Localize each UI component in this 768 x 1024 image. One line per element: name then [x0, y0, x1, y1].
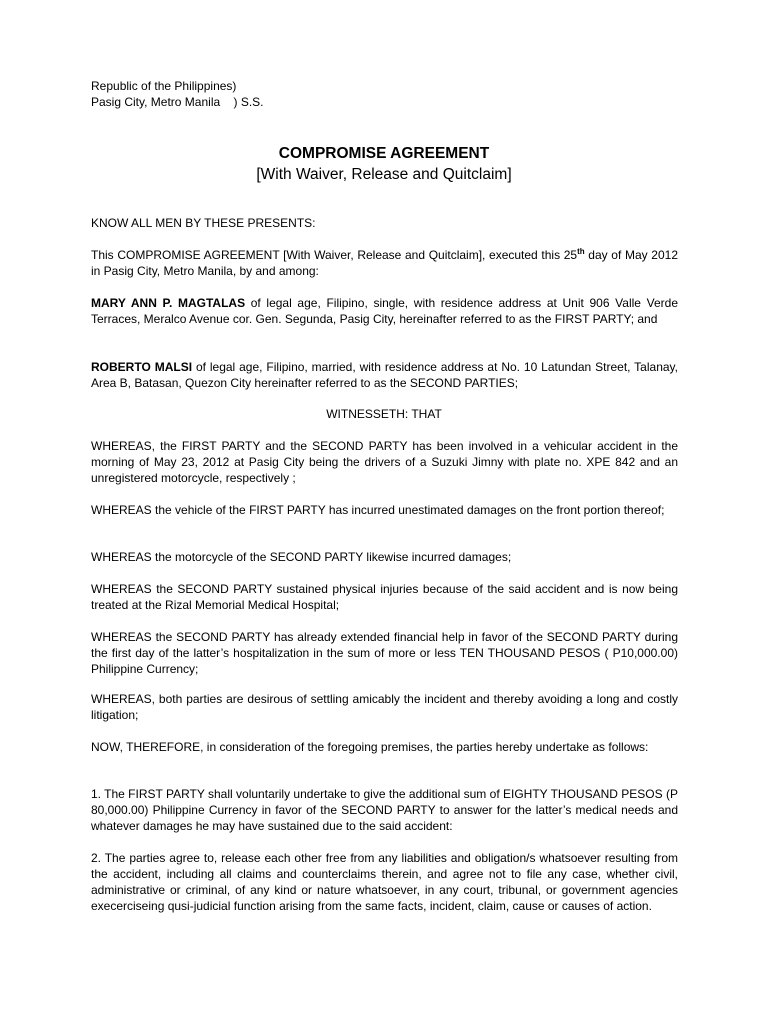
- document-title: COMPROMISE AGREEMENT: [278, 145, 490, 162]
- whereas-paragraph: WHEREAS the SECOND PARTY sustained physical injuries because of the said accident and is now being treated at the Rizal Memorial Medical Hospital;: [91, 582, 678, 612]
- first-party-text: of legal age, Filipino, single, with residence address at Unit 906 Valle Verde Terraces, Meralco Avenue cor. Gen. Segunda, Pasig City, hereinafter referred to as the FIRST PARTY; and: [91, 296, 678, 326]
- first-party-name: MARY ANN P. MAGTALAS: [91, 296, 246, 310]
- witnesseth-heading: WITNESSETH: THAT: [326, 407, 442, 421]
- greeting: KNOW ALL MEN BY THESE PRESENTS:: [91, 216, 316, 230]
- first-party-paragraph: [91, 295, 678, 327]
- document-subtitle: [With Waiver, Release and Quitclaim]: [256, 166, 512, 183]
- intro-text-1: This COMPROMISE AGREEMENT [With Waiver, Release and Quitclaim], executed this 25: [91, 248, 578, 262]
- second-party-text: of legal age, Filipino, married, with residence address at No. 10 Latundan Street, Talanay, Area B, Batasan, Quezon City hereinafter referred to as the SECOND PARTIES;: [91, 360, 678, 390]
- second-party-name: ROBERTO MALSI: [91, 360, 193, 374]
- caption-line-2: Pasig City, Metro Manila ) S.S.: [91, 95, 264, 109]
- second-party-paragraph: [91, 359, 678, 391]
- clause-paragraph: 1. The FIRST PARTY shall voluntarily undertake to give the additional sum of EIGHTY THOUSAND PESOS (P 80,000.00) Philippine Currency in favor of the SECOND PARTY to answer for the latter’s medical needs and whatever damages he may have sustained due to the said accident:: [91, 787, 678, 833]
- whereas-paragraph: WHEREAS, both parties are desirous of settling amicably the incident and thereby avoiding a long and costly litigation;: [91, 692, 678, 722]
- intro-text-2: day of May 2012 in Pasig City, Metro Manila, by and among:: [91, 248, 678, 278]
- whereas-paragraph: WHEREAS the vehicle of the FIRST PARTY has incurred unestimated damages on the front portion thereof;: [91, 503, 665, 517]
- caption-line-1: Republic of the Philippines): [91, 79, 237, 93]
- intro-paragraph: [91, 247, 678, 279]
- whereas-paragraph: WHEREAS the motorcycle of the SECOND PARTY likewise incurred damages;: [91, 550, 512, 564]
- whereas-paragraph: WHEREAS the SECOND PARTY has already extended financial help in favor of the SECOND PARTY during the first day of the latter’s hospitalization in the sum of more or less TEN THOUSAND PESOS ( P10,000.00) Philippine Currency;: [91, 630, 678, 676]
- now-therefore-paragraph: NOW, THEREFORE, in consideration of the foregoing premises, the parties hereby undertake as follows:: [91, 740, 649, 754]
- clause-paragraph: 2. The parties agree to, release each other free from any liabilities and obligation/s whatsoever resulting from the accident, including all claims and counterclaims therein, and agree not to file any case, whether civil, administrative or criminal, of any kind or nature whatsoever, in any court, tribunal, or government agencies execerciseing qusi-judicial function arising from the same facts, incident, claim, cause or causes of action.: [91, 851, 678, 913]
- whereas-paragraph: WHEREAS, the FIRST PARTY and the SECOND PARTY has been involved in a vehicular accident in the morning of May 23, 2012 at Pasig City being the drivers of a Suzuki Jimny with plate no. XPE 842 and an unregistered motorcycle, respectively ;: [91, 439, 678, 485]
- ordinal-suffix: th: [577, 247, 585, 256]
